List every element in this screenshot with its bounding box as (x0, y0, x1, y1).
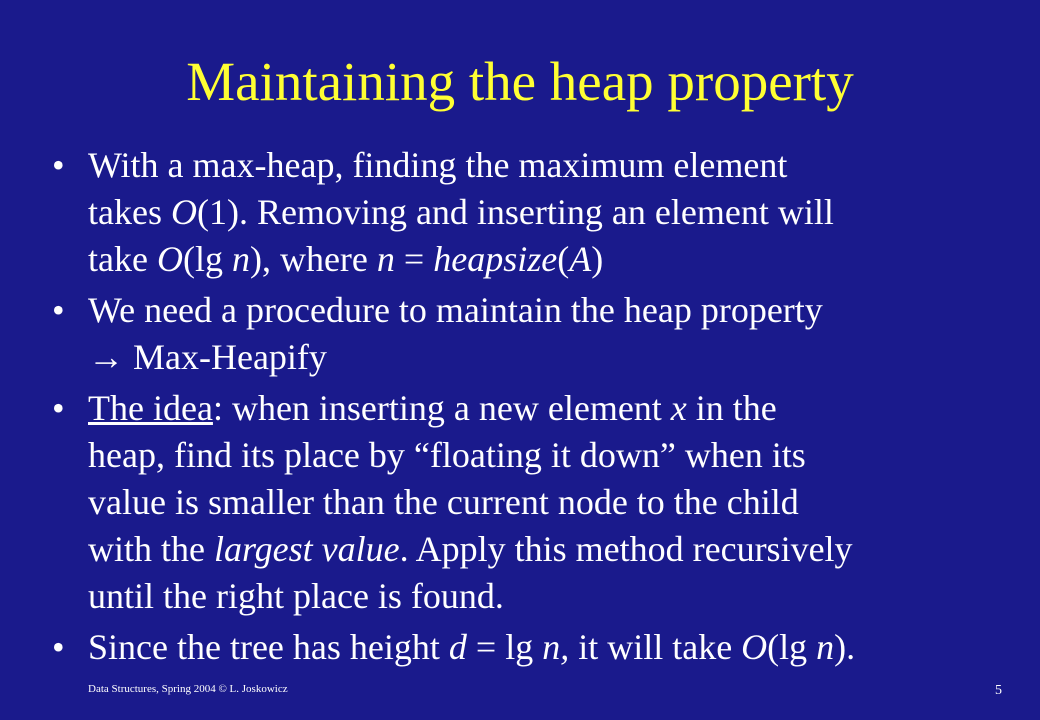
text-segment: = lg (466, 627, 543, 667)
text-segment: A (569, 239, 592, 279)
text-segment: We need a procedure to maintain the heap property (88, 290, 823, 330)
text-segment: with the (88, 529, 214, 569)
bullet-item (52, 142, 1022, 283)
text-segment: n (376, 239, 395, 279)
text-segment: (lg (182, 239, 232, 279)
bullet-dot: • (52, 388, 65, 428)
text-segment: O (741, 627, 768, 667)
text-segment: until the right place is found. (88, 576, 504, 616)
bullet-dot: • (52, 145, 65, 185)
text-segment: ) (591, 239, 604, 279)
bullet-line (88, 334, 1022, 381)
text-segment: d (448, 627, 467, 667)
text-segment: O (170, 192, 197, 232)
text-segment: x (670, 388, 687, 428)
bullet-line (88, 479, 1022, 526)
bullet-dot: • (52, 290, 65, 330)
bullet-line (88, 526, 1022, 573)
bullet-line (88, 189, 1022, 236)
text-segment: → Max-Heapify (88, 337, 327, 377)
text-segment: The idea (88, 388, 213, 428)
text-segment: heapsize (433, 239, 558, 279)
bullet-line (88, 624, 1022, 671)
text-segment: take (88, 239, 157, 279)
text-segment: n, (542, 627, 570, 667)
bullet-item (52, 624, 1022, 671)
bullet-list (52, 142, 1022, 675)
text-segment: it will take (569, 627, 742, 667)
bullet-item (52, 385, 1022, 620)
bullet-line (88, 287, 1022, 334)
bullet-line (88, 385, 1022, 432)
text-segment: ), where (249, 239, 377, 279)
text-segment: = (394, 239, 434, 279)
footer-course: Data Structures, Spring 2004 © L. Joskowicz (88, 683, 288, 695)
text-segment: O (156, 239, 183, 279)
text-segment: n (231, 239, 250, 279)
text-segment: largest value (213, 529, 400, 569)
text-segment: (lg (767, 627, 817, 667)
text-segment: in the (686, 388, 777, 428)
text-segment: (1). Removing and inserting an element will (196, 192, 834, 232)
text-segment: . Apply this method recursively (399, 529, 853, 569)
text-segment: ( (557, 239, 570, 279)
text-segment: Since the tree has height (88, 627, 449, 667)
text-segment: takes (88, 192, 171, 232)
bullet-line (88, 142, 1022, 189)
text-segment: : when inserting a new element (212, 388, 671, 428)
bullet-line (88, 432, 1022, 479)
bullet-item (52, 287, 1022, 381)
text-segment: ). (834, 627, 856, 667)
bullet-dot: • (52, 627, 65, 667)
slide-title: Maintaining the heap property (186, 51, 854, 112)
text-segment: n (816, 627, 835, 667)
text-segment: With a max-heap, finding the maximum element (88, 145, 788, 185)
text-segment: heap, find its place by “floating it down” when its (88, 435, 806, 475)
bullet-line (88, 573, 1022, 620)
bullet-line (88, 236, 1022, 283)
page-number: 5 (995, 683, 1002, 698)
text-segment: value is smaller than the current node to the child (88, 482, 799, 522)
